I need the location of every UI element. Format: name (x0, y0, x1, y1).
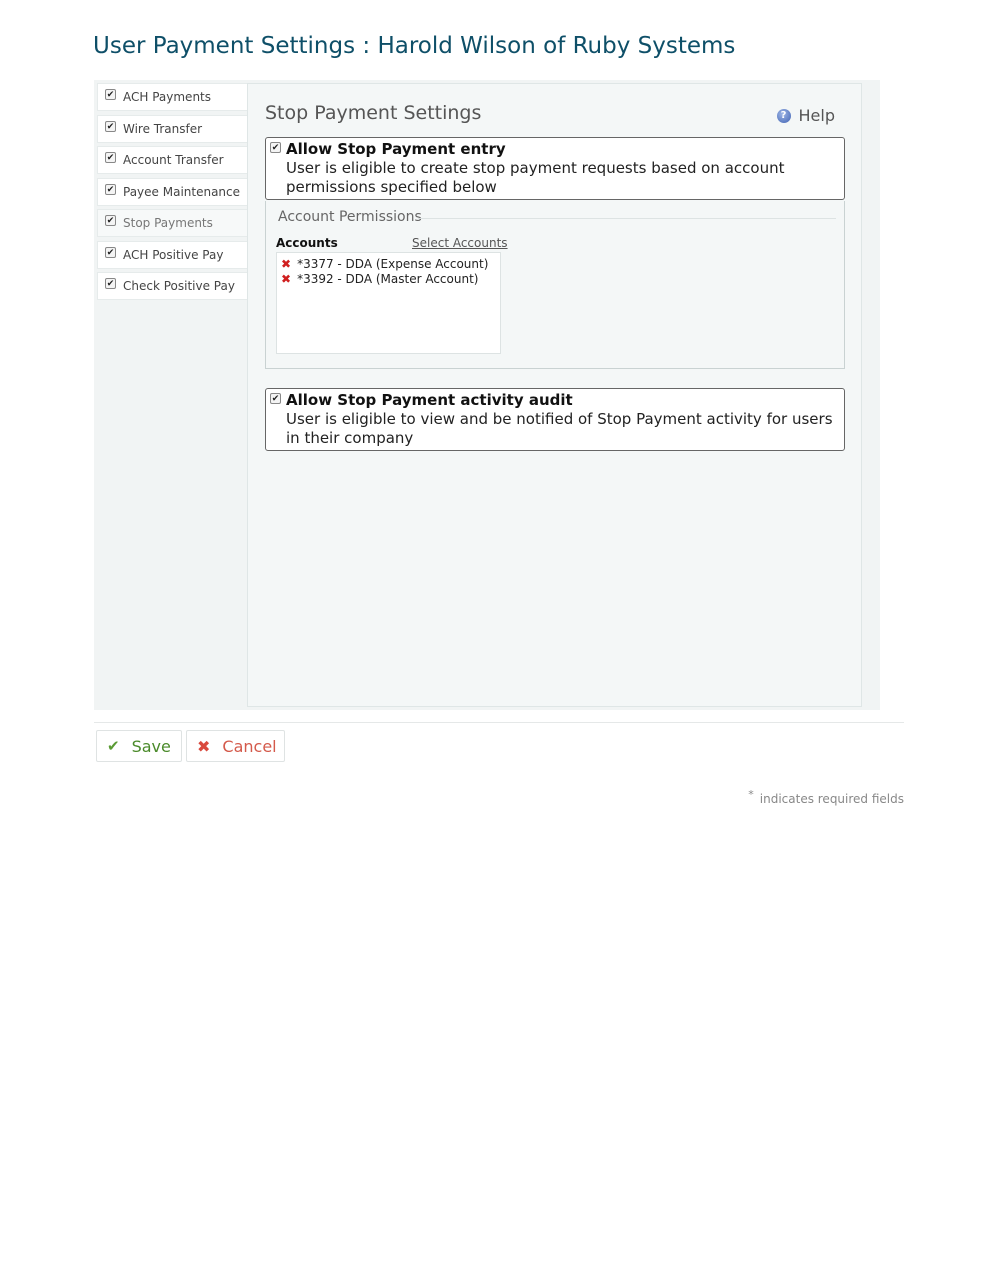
account-name: *3377 - DDA (Expense Account) (297, 256, 489, 271)
sidebar-item-label: Account Transfer (123, 153, 224, 167)
settings-panel (94, 80, 880, 710)
sidebar-item-label: ACH Positive Pay (123, 247, 224, 262)
account-permissions-legend: Account Permissions (278, 209, 422, 225)
accounts-list (276, 252, 501, 354)
sidebar-item-label: Wire Transfer (123, 121, 203, 136)
allow-entry-checkbox[interactable]: ✔ (271, 143, 280, 153)
checkbox[interactable]: ✔ (106, 121, 115, 132)
save-button[interactable] (96, 730, 182, 762)
sidebar-item-label: Payee Maintenance (123, 184, 241, 199)
checkbox[interactable]: ✔ (106, 184, 115, 195)
checkbox[interactable]: ✔ (106, 279, 115, 289)
remove-icon[interactable]: ✖ (281, 271, 292, 286)
divider (418, 218, 836, 219)
content-panel (247, 83, 862, 707)
divider (94, 722, 904, 723)
checkbox[interactable]: ✔ (106, 247, 115, 258)
allow-audit-description: User is eligible to view and be notified of Stop Payment activity for users in their company (286, 410, 833, 447)
sidebar-item-ach-positive-pay[interactable] (97, 241, 249, 269)
remove-icon[interactable]: ✖ (281, 256, 292, 271)
close-icon: ✖ (197, 736, 211, 756)
checkbox[interactable]: ✔ (106, 153, 115, 163)
list-item (281, 256, 496, 271)
allow-entry-title: Allow Stop Payment entry (286, 140, 506, 158)
sidebar-item-wire-transfer[interactable] (97, 115, 249, 143)
allow-entry-description: User is eligible to create stop payment requests based on account permissions specified below (286, 159, 785, 196)
help-link[interactable] (777, 106, 835, 125)
required-note (748, 788, 904, 806)
sidebar (97, 83, 249, 304)
checkbox[interactable]: ✔ (106, 216, 115, 226)
allow-audit-title: Allow Stop Payment activity audit (286, 391, 573, 409)
page-title: User Payment Settings : Harold Wilson of Ruby Systems (93, 33, 736, 59)
checkbox[interactable]: ✔ (106, 90, 115, 100)
allow-entry-box (265, 137, 845, 200)
sidebar-item-stop-payments[interactable] (97, 209, 249, 237)
sidebar-item-label: Stop Payments (123, 216, 213, 230)
sidebar-item-label: Check Positive Pay (123, 279, 235, 293)
sidebar-item-check-positive-pay[interactable] (97, 272, 249, 300)
sidebar-item-label: ACH Payments (123, 90, 212, 104)
save-label: Save (131, 736, 171, 756)
cancel-label: Cancel (222, 736, 277, 756)
sidebar-item-payee-maintenance[interactable] (97, 178, 249, 206)
account-permissions (265, 201, 845, 369)
help-label[interactable]: Help (798, 106, 835, 125)
account-name: *3392 - DDA (Master Account) (297, 271, 479, 286)
allow-audit-checkbox[interactable]: ✔ (271, 394, 280, 404)
allow-audit-box (265, 388, 845, 451)
help-icon[interactable]: ? (777, 109, 791, 123)
accounts-label: Accounts (276, 236, 338, 250)
required-marker: * (748, 788, 754, 801)
required-note-text: indicates required fields (759, 792, 904, 806)
list-item (281, 271, 496, 286)
check-icon: ✔ (107, 737, 120, 755)
sidebar-item-ach-payments[interactable] (97, 83, 249, 111)
select-accounts-link[interactable]: Select Accounts (412, 236, 508, 250)
cancel-button[interactable] (186, 730, 285, 762)
section-title: Stop Payment Settings (265, 102, 482, 124)
sidebar-item-account-transfer[interactable] (97, 146, 249, 174)
